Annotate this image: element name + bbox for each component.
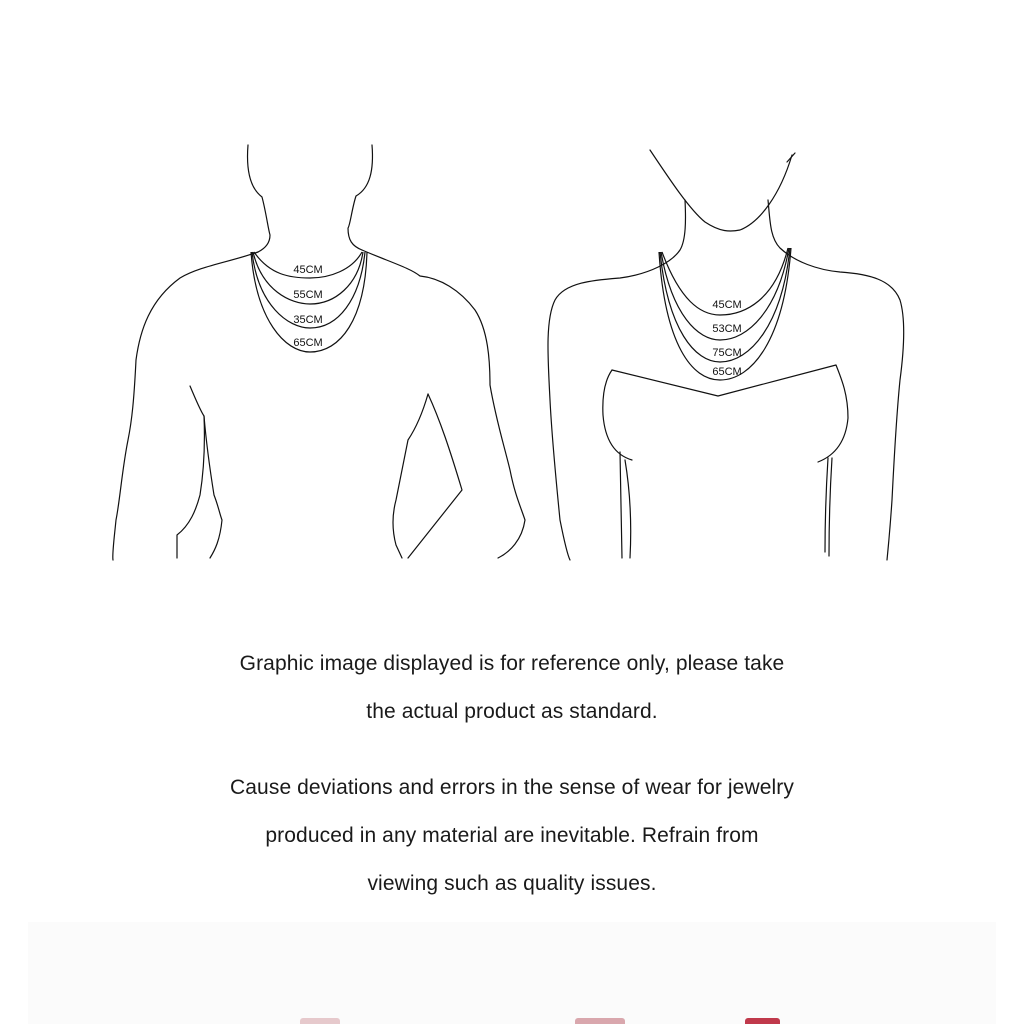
disclaimer-line-5: viewing such as quality issues. (367, 872, 657, 895)
male-necklace-label-3: 35CM (293, 314, 323, 326)
disclaimer-line-1: Graphic image displayed is for reference only, please take (239, 652, 785, 675)
female-necklace-label-2: 53CM (712, 323, 742, 335)
male-necklace-label-1: 45CM (293, 264, 323, 276)
male-necklace-label-2: 55CM (293, 289, 323, 301)
next-image-preview (28, 922, 996, 1024)
female-figure (548, 150, 904, 560)
female-necklace-label-4: 65CM (712, 366, 742, 378)
preview-hint-3 (745, 1018, 780, 1024)
disclaimer-line-4: produced in any material are inevitable. Refrain from (265, 824, 759, 847)
paragraph-gap (0, 736, 1024, 764)
disclaimer-line-3: Cause deviations and errors in the sense of wear for jewelry (230, 776, 794, 799)
preview-hint-2 (575, 1018, 625, 1024)
male-figure (113, 145, 525, 560)
female-necklace-label-3: 75CM (712, 347, 742, 359)
disclaimer-line-2: the actual product as standard. (366, 700, 658, 723)
preview-hint-1 (300, 1018, 340, 1024)
disclaimer-text (0, 640, 1024, 908)
male-necklace-label-4: 65CM (293, 337, 323, 349)
female-necklace-label-1: 45CM (712, 299, 742, 311)
